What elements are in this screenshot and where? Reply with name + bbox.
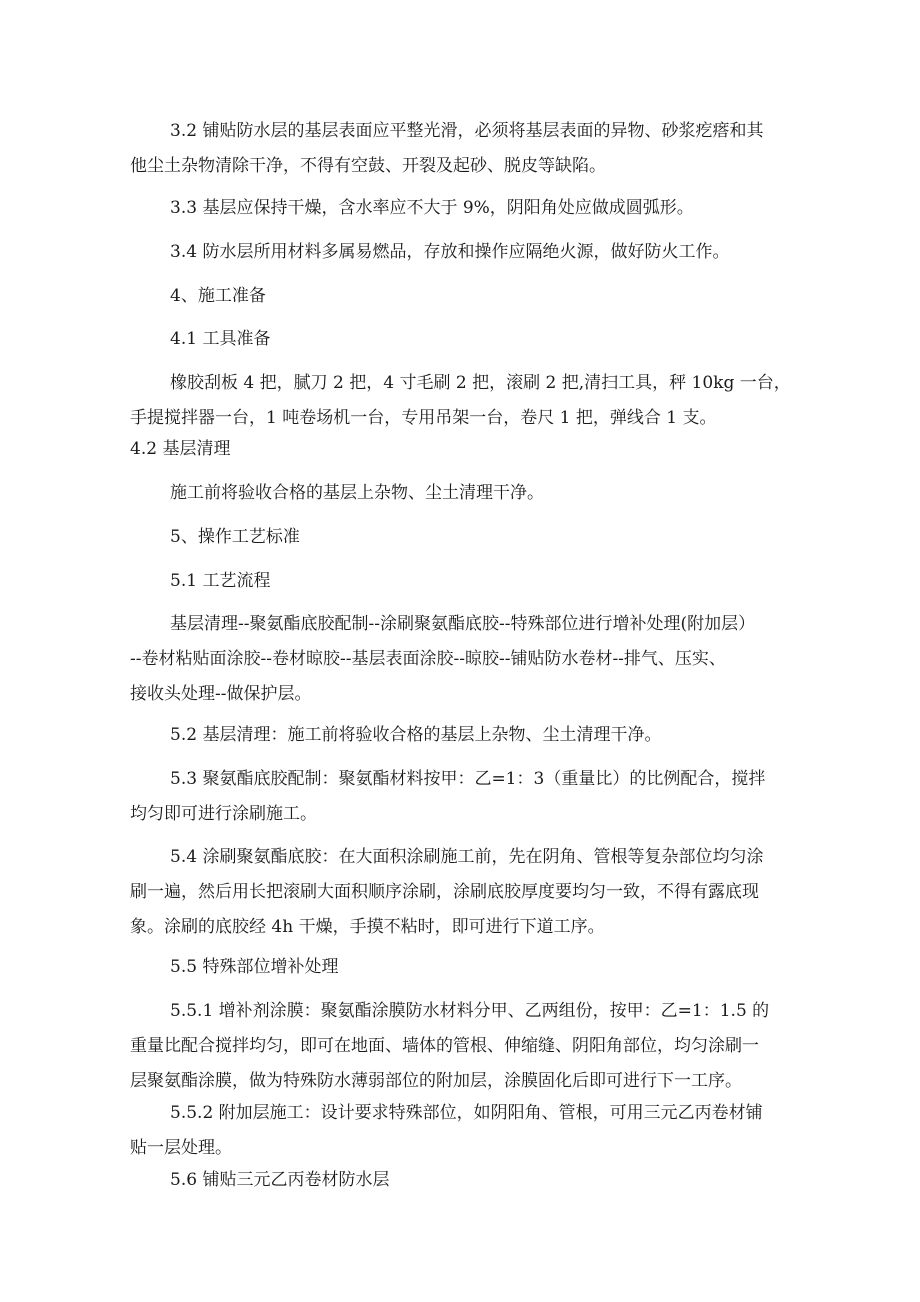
- paragraph-3-3: [170, 191, 830, 226]
- paragraph-line: 5.2 基层清理：施工前将验收合格的基层上杂物、尘土清理干净。: [170, 725, 662, 745]
- paragraph-line: 他尘土杂物清除干净，不得有空鼓、开裂及起砂、脱皮等缺陷。: [130, 156, 606, 176]
- paragraph-5-2: [170, 718, 830, 753]
- paragraph-line: 象。涂刷的底胶经 4h 干燥，手摸不粘时，即可进行下道工序。: [130, 917, 605, 937]
- heading-4: [170, 279, 830, 314]
- section-heading: 5.1 工艺流程: [170, 571, 271, 591]
- paragraph-line: 5.3 聚氨酯底胶配制：聚氨酯材料按甲：乙=1：3（重量比）的比例配合，搅拌: [170, 769, 766, 789]
- paragraph-5-5-2: [130, 1096, 830, 1166]
- section-heading: 4.1 工具准备: [170, 329, 271, 349]
- heading-5-1: [170, 564, 830, 599]
- heading-5-6: [170, 1163, 830, 1198]
- paragraph-line: 3.2 铺贴防水层的基层表面应平整光滑，必须将基层表面的异物、砂浆疙瘩和其: [170, 121, 764, 141]
- paragraph-4-2-body: [170, 476, 830, 511]
- paragraph-line: 手提搅拌器一台，1 吨卷场机一台，专用吊架一台，卷尺 1 把，弹线合 1 支。: [130, 408, 717, 428]
- section-heading: 5.5 特殊部位增补处理: [170, 957, 339, 977]
- section-heading: 5.6 铺贴三元乙丙卷材防水层: [170, 1170, 390, 1190]
- paragraph-line: 3.3 基层应保持干燥，含水率应不大于 9%，阴阳角处应做成圆弧形。: [170, 198, 694, 218]
- section-heading: 4.2 基层清理: [130, 439, 231, 459]
- paragraph-line: 接收头处理--做保护层。: [130, 684, 312, 704]
- paragraph-5-4: [130, 840, 830, 945]
- paragraph-line: 刷一遍，然后用长把滚刷大面积顺序涂刷，涂刷底胶厚度要均匀一致，不得有露底现: [130, 882, 759, 902]
- heading-4-1: [170, 322, 830, 357]
- paragraph-5-1-body: [130, 607, 830, 712]
- paragraph-line: 均匀即可进行涂刷施工。: [130, 804, 317, 824]
- paragraph-line: 重量比配合搅拌均匀，即可在地面、墙体的管根、伸缩缝、阴阳角部位，均匀涂刷一: [130, 1036, 759, 1056]
- section-heading: 4、施工准备: [170, 286, 266, 306]
- section-heading: 5、操作工艺标准: [170, 527, 300, 547]
- paragraph-line: --卷材粘贴面涂胶--卷材晾胶--基层表面涂胶--晾胶--铺贴防水卷材--排气、压实、: [130, 649, 726, 669]
- paragraph-line: 5.4 涂刷聚氨酯底胶：在大面积涂刷施工前，先在阴角、管根等复杂部位均匀涂: [170, 847, 764, 867]
- paragraph-5-5-1: [130, 994, 830, 1099]
- paragraph-line: 基层清理--聚氨酯底胶配制--涂刷聚氨酯底胶--特殊部位进行增补处理(附加层）: [170, 614, 756, 634]
- paragraph-line: 3.4 防水层所用材料多属易燃品，存放和操作应隔绝火源，做好防火工作。: [170, 242, 730, 262]
- paragraph-line: 贴一层处理。: [130, 1138, 232, 1158]
- paragraph-line: 5.5.1 增补剂涂膜：聚氨酯涂膜防水材料分甲、乙两组份，按甲：乙=1：1.5 的: [170, 1001, 770, 1021]
- paragraph-line: 橡胶刮板 4 把，腻刀 2 把，4 寸毛刷 2 把，滚刷 2 把,清扫工具，秤 10kg 一台，: [170, 373, 791, 393]
- heading-5-5: [170, 950, 830, 985]
- paragraph-3-2: [130, 114, 830, 184]
- heading-5: [170, 520, 830, 555]
- paragraph-4-1-body: [130, 366, 830, 436]
- paragraph-line: 施工前将验收合格的基层上杂物、尘土清理干净。: [170, 483, 544, 503]
- paragraph-line: 层聚氨酯涂膜，做为特殊防水薄弱部位的附加层，涂膜固化后即可进行下一工序。: [130, 1071, 742, 1091]
- heading-4-2: [130, 432, 830, 467]
- paragraph-line: 5.5.2 附加层施工：设计要求特殊部位，如阴阳角、管根，可用三元乙丙卷材铺: [170, 1103, 763, 1123]
- paragraph-3-4: [170, 235, 830, 270]
- paragraph-5-3: [130, 762, 830, 832]
